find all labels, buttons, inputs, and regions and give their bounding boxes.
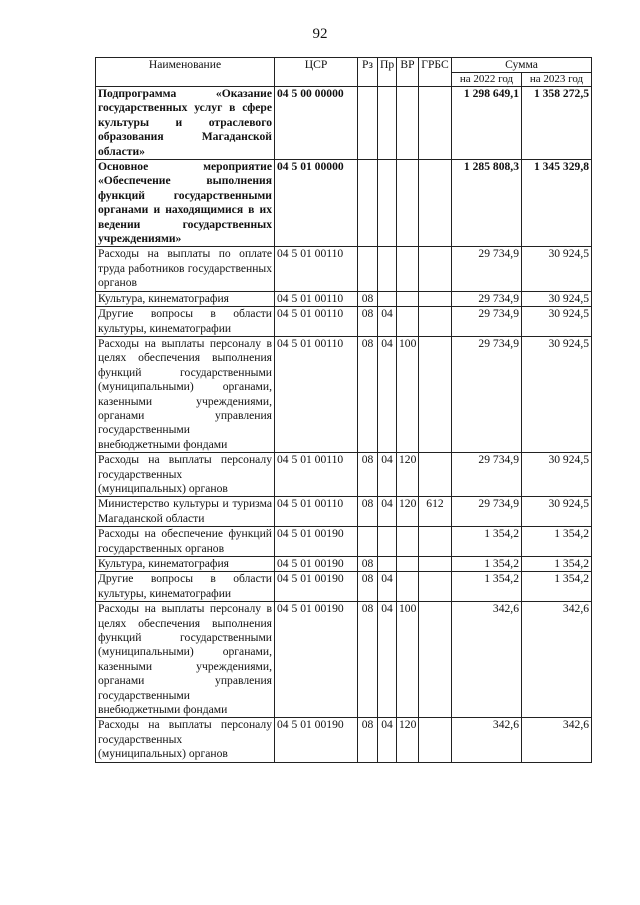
row-pr-cell: 04 bbox=[378, 572, 397, 602]
row-amount-2023-cell: 30 924,5 bbox=[522, 497, 592, 527]
row-name-cell: Другие вопросы в области культуры, кинематографии bbox=[96, 307, 275, 337]
table-row bbox=[96, 557, 592, 572]
row-csr-cell: 04 5 01 00110 bbox=[275, 497, 358, 527]
row-grbs-cell bbox=[419, 557, 452, 572]
row-pr-cell: 04 bbox=[378, 718, 397, 762]
table-row bbox=[96, 602, 592, 718]
row-vr-cell bbox=[397, 87, 419, 160]
row-csr-cell: 04 5 00 00000 bbox=[275, 87, 358, 160]
header-year-2023: на 2023 год bbox=[522, 73, 592, 87]
row-rz-cell: 08 bbox=[358, 453, 378, 497]
row-name-cell: Подпрограмма «Оказание государственных услуг в сфере культуры и отраслевого образования Магаданской области» bbox=[96, 87, 275, 160]
row-name-cell: Другие вопросы в области культуры, кинематографии bbox=[96, 572, 275, 602]
row-amount-2022-cell: 342,6 bbox=[452, 718, 522, 762]
row-amount-2023-cell: 1 354,2 bbox=[522, 572, 592, 602]
row-csr-cell: 04 5 01 00000 bbox=[275, 160, 358, 247]
row-grbs-cell bbox=[419, 247, 452, 291]
header-name: Наименование bbox=[96, 58, 275, 87]
row-rz-cell: 08 bbox=[358, 557, 378, 572]
table-row bbox=[96, 336, 592, 452]
row-grbs-cell bbox=[419, 453, 452, 497]
row-pr-cell bbox=[378, 557, 397, 572]
row-amount-2022-cell: 29 734,9 bbox=[452, 336, 522, 452]
row-grbs-cell bbox=[419, 336, 452, 452]
header-vr: ВР bbox=[397, 58, 419, 87]
row-csr-cell: 04 5 01 00190 bbox=[275, 572, 358, 602]
header-rz: Рз bbox=[358, 58, 378, 87]
header-row bbox=[96, 58, 592, 73]
row-rz-cell bbox=[358, 527, 378, 557]
row-rz-cell: 08 bbox=[358, 336, 378, 452]
row-grbs-cell bbox=[419, 307, 452, 337]
table-body bbox=[96, 87, 592, 763]
row-grbs-cell bbox=[419, 718, 452, 762]
table-row bbox=[96, 307, 592, 337]
row-rz-cell: 08 bbox=[358, 718, 378, 762]
row-name-cell: Расходы на выплаты персоналу в целях обеспечения выполнения функций государственными (муниципальными) органами, казенными учреждениями, органами управления государственными внебюджетными фондами bbox=[96, 336, 275, 452]
row-rz-cell: 08 bbox=[358, 307, 378, 337]
row-vr-cell bbox=[397, 527, 419, 557]
row-amount-2023-cell: 30 924,5 bbox=[522, 291, 592, 306]
budget-table bbox=[95, 57, 592, 763]
row-vr-cell bbox=[397, 247, 419, 291]
table-row bbox=[96, 497, 592, 527]
row-amount-2022-cell: 29 734,9 bbox=[452, 307, 522, 337]
header-sum: Сумма bbox=[452, 58, 592, 73]
row-name-cell: Расходы на выплаты по оплате труда работников государственных органов bbox=[96, 247, 275, 291]
header-csr: ЦСР bbox=[275, 58, 358, 87]
row-name-cell: Расходы на обеспечение функций государственных органов bbox=[96, 527, 275, 557]
row-grbs-cell bbox=[419, 87, 452, 160]
row-amount-2022-cell: 1 354,2 bbox=[452, 557, 522, 572]
row-amount-2023-cell: 1 358 272,5 bbox=[522, 87, 592, 160]
table-row bbox=[96, 291, 592, 306]
row-vr-cell: 120 bbox=[397, 718, 419, 762]
row-rz-cell: 08 bbox=[358, 572, 378, 602]
row-vr-cell bbox=[397, 291, 419, 306]
row-vr-cell bbox=[397, 557, 419, 572]
row-pr-cell: 04 bbox=[378, 453, 397, 497]
row-pr-cell bbox=[378, 527, 397, 557]
table-row bbox=[96, 453, 592, 497]
row-rz-cell bbox=[358, 160, 378, 247]
row-amount-2023-cell: 342,6 bbox=[522, 718, 592, 762]
row-amount-2023-cell: 342,6 bbox=[522, 602, 592, 718]
row-amount-2023-cell: 30 924,5 bbox=[522, 336, 592, 452]
row-rz-cell: 08 bbox=[358, 497, 378, 527]
row-rz-cell bbox=[358, 247, 378, 291]
row-csr-cell: 04 5 01 00190 bbox=[275, 718, 358, 762]
row-pr-cell bbox=[378, 87, 397, 160]
row-amount-2023-cell: 30 924,5 bbox=[522, 453, 592, 497]
row-rz-cell bbox=[358, 87, 378, 160]
row-name-cell: Культура, кинематография bbox=[96, 557, 275, 572]
row-grbs-cell bbox=[419, 291, 452, 306]
row-amount-2023-cell: 1 345 329,8 bbox=[522, 160, 592, 247]
row-amount-2022-cell: 1 298 649,1 bbox=[452, 87, 522, 160]
row-vr-cell: 120 bbox=[397, 497, 419, 527]
row-csr-cell: 04 5 01 00110 bbox=[275, 247, 358, 291]
header-year-2022: на 2022 год bbox=[452, 73, 522, 87]
row-pr-cell: 04 bbox=[378, 497, 397, 527]
row-csr-cell: 04 5 01 00190 bbox=[275, 527, 358, 557]
row-pr-cell bbox=[378, 160, 397, 247]
row-vr-cell: 100 bbox=[397, 336, 419, 452]
row-amount-2023-cell: 1 354,2 bbox=[522, 557, 592, 572]
row-rz-cell: 08 bbox=[358, 602, 378, 718]
row-name-cell: Основное мероприятие «Обеспечение выполнения функций государственными органами и находящимися в их ведении государственных учреждениями» bbox=[96, 160, 275, 247]
row-pr-cell bbox=[378, 247, 397, 291]
row-vr-cell bbox=[397, 160, 419, 247]
row-amount-2022-cell: 29 734,9 bbox=[452, 291, 522, 306]
row-csr-cell: 04 5 01 00110 bbox=[275, 307, 358, 337]
row-amount-2022-cell: 342,6 bbox=[452, 602, 522, 718]
row-pr-cell bbox=[378, 291, 397, 306]
row-name-cell: Расходы на выплаты персоналу государственных (муниципальных) органов bbox=[96, 453, 275, 497]
row-vr-cell bbox=[397, 307, 419, 337]
table-row bbox=[96, 87, 592, 160]
row-grbs-cell bbox=[419, 527, 452, 557]
row-name-cell: Расходы на выплаты персоналу в целях обеспечения выполнения функций государственными (муниципальными) органами, казенными учреждениями, органами управления государственными внебюджетными фондами bbox=[96, 602, 275, 718]
row-pr-cell: 04 bbox=[378, 307, 397, 337]
row-csr-cell: 04 5 01 00110 bbox=[275, 336, 358, 452]
row-grbs-cell bbox=[419, 572, 452, 602]
row-pr-cell: 04 bbox=[378, 602, 397, 718]
table-row bbox=[96, 718, 592, 762]
row-name-cell: Министерство культуры и туризма Магаданской области bbox=[96, 497, 275, 527]
header-grbs: ГРБС bbox=[419, 58, 452, 87]
row-amount-2022-cell: 29 734,9 bbox=[452, 247, 522, 291]
row-csr-cell: 04 5 01 00190 bbox=[275, 602, 358, 718]
row-amount-2022-cell: 1 285 808,3 bbox=[452, 160, 522, 247]
row-vr-cell: 120 bbox=[397, 453, 419, 497]
row-grbs-cell bbox=[419, 160, 452, 247]
row-name-cell: Расходы на выплаты персоналу государственных (муниципальных) органов bbox=[96, 718, 275, 762]
row-amount-2023-cell: 30 924,5 bbox=[522, 247, 592, 291]
table-row bbox=[96, 160, 592, 247]
row-amount-2022-cell: 29 734,9 bbox=[452, 453, 522, 497]
row-grbs-cell bbox=[419, 602, 452, 718]
row-amount-2023-cell: 30 924,5 bbox=[522, 307, 592, 337]
row-name-cell: Культура, кинематография bbox=[96, 291, 275, 306]
table-row bbox=[96, 572, 592, 602]
page-number: 92 bbox=[312, 26, 328, 42]
row-vr-cell bbox=[397, 572, 419, 602]
header-pr: Пр bbox=[378, 58, 397, 87]
table-row bbox=[96, 247, 592, 291]
row-csr-cell: 04 5 01 00110 bbox=[275, 453, 358, 497]
row-vr-cell: 100 bbox=[397, 602, 419, 718]
table-row bbox=[96, 527, 592, 557]
row-rz-cell: 08 bbox=[358, 291, 378, 306]
row-csr-cell: 04 5 01 00110 bbox=[275, 291, 358, 306]
row-amount-2022-cell: 29 734,9 bbox=[452, 497, 522, 527]
row-csr-cell: 04 5 01 00190 bbox=[275, 557, 358, 572]
row-amount-2022-cell: 1 354,2 bbox=[452, 527, 522, 557]
row-pr-cell: 04 bbox=[378, 336, 397, 452]
row-amount-2022-cell: 1 354,2 bbox=[452, 572, 522, 602]
row-amount-2023-cell: 1 354,2 bbox=[522, 527, 592, 557]
row-grbs-cell: 612 bbox=[419, 497, 452, 527]
